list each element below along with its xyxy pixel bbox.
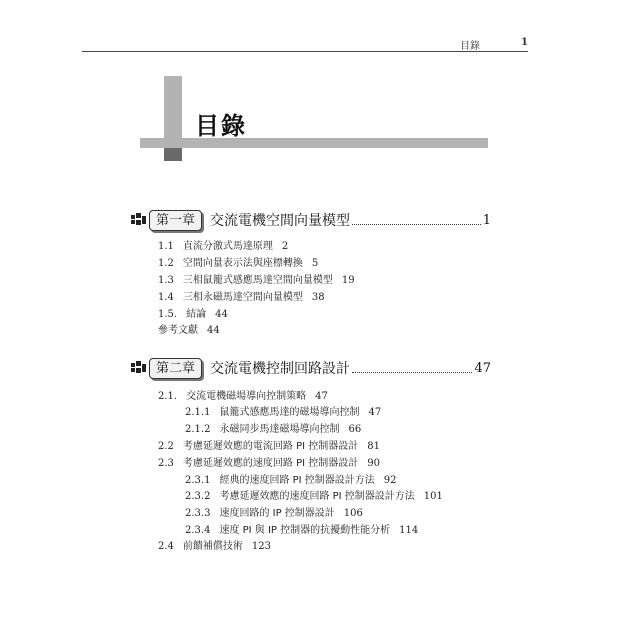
toc-entry[interactable] xyxy=(158,274,364,288)
entry-title: 交流電機磁場導向控制策略 xyxy=(186,391,307,402)
toc-entry[interactable] xyxy=(158,390,337,404)
entry-page: 44 xyxy=(207,325,220,336)
entry-page: 90 xyxy=(367,458,380,469)
toc-entry[interactable] xyxy=(158,540,280,554)
entry-number: 1.1 xyxy=(158,241,174,252)
entry-title: 永磁同步馬達磁場導向控制 xyxy=(219,424,340,435)
entry-title: 速度回路的 IP 控制器設計 xyxy=(219,508,335,519)
entry-title: 考慮延遲效應的速度回路 PI 控制器設計 xyxy=(182,458,359,469)
toc-entry[interactable] xyxy=(158,440,389,454)
entry-title: 前饋補償技術 xyxy=(182,541,243,552)
chapter-heading-2[interactable] xyxy=(131,357,491,379)
entry-number: 2.1.2 xyxy=(185,424,211,435)
entry-number: 2.4 xyxy=(158,541,174,552)
entry-number: 2.3.3 xyxy=(185,508,211,519)
chapter-bullet-icon xyxy=(131,361,147,375)
dot-leader xyxy=(352,224,481,225)
toc-entry[interactable] xyxy=(158,257,327,271)
entry-number: 1.3 xyxy=(158,275,174,286)
toc-entry[interactable] xyxy=(185,423,370,437)
entry-page: 92 xyxy=(383,475,397,486)
running-head-label: 目錄 xyxy=(460,41,480,52)
entry-page: 47 xyxy=(315,391,328,402)
entry-title: 速度 PI 與 IP 控制器的抗擾動性能分析 xyxy=(219,525,391,536)
toc-entry[interactable] xyxy=(158,291,334,305)
toc-entry[interactable] xyxy=(185,406,390,420)
chapter-page: 47 xyxy=(474,360,491,376)
title-decor-dark-block xyxy=(164,148,182,161)
entry-number: 1.4 xyxy=(158,292,174,303)
entry-page: 2 xyxy=(281,241,289,252)
entry-number: 2.3.4 xyxy=(185,525,211,536)
entry-title: 參考文獻 xyxy=(158,325,198,336)
entry-title: 經典的速度回路 PI 控制器設計方法 xyxy=(219,475,375,486)
entry-title: 考慮延遲效應的電流回路 PI 控制器設計 xyxy=(182,441,359,452)
toc-entry[interactable] xyxy=(185,490,452,504)
title-decor-horizontal-bar xyxy=(140,138,488,148)
running-head xyxy=(460,37,528,52)
entry-number: 2.3.1 xyxy=(185,475,211,486)
chapter-title: 交流電機控制回路設計 xyxy=(210,361,351,377)
toc-entry[interactable] xyxy=(158,240,297,254)
entry-title: 直流分激式馬達原理 xyxy=(182,241,273,252)
entry-page: 47 xyxy=(368,407,382,418)
entry-number: 2.1.1 xyxy=(185,407,211,418)
chapter-label: 第一章 xyxy=(149,210,202,231)
toc-entry[interactable] xyxy=(185,474,406,488)
entry-number: 2.1. xyxy=(158,391,178,402)
chapter-heading-1[interactable] xyxy=(131,209,491,231)
chapter-page: 1 xyxy=(482,212,491,228)
chapter-title: 交流電機空間向量模型 xyxy=(210,213,351,229)
toc-entry[interactable] xyxy=(158,457,389,471)
entry-page: 123 xyxy=(251,541,271,552)
entry-page: 101 xyxy=(423,491,443,502)
chapter-bullet-icon xyxy=(131,213,147,227)
entry-number: 2.3.2 xyxy=(185,491,211,502)
entry-title: 考慮延遲效應的速度回路 PI 控制器設計方法 xyxy=(219,491,415,502)
entry-number: 1.2 xyxy=(158,258,174,269)
entry-page: 44 xyxy=(215,309,228,320)
chapter-label: 第二章 xyxy=(149,358,202,379)
toc-entry[interactable] xyxy=(185,524,427,538)
page-title: 目錄 xyxy=(195,112,247,140)
entry-title: 空間向量表示法與座標轉換 xyxy=(182,258,303,269)
entry-number: 2.2 xyxy=(158,441,174,452)
entry-title: 三相鼠籠式感應馬達空間向量模型 xyxy=(182,275,333,286)
running-head-page: 1 xyxy=(521,37,528,48)
entry-number: 2.3 xyxy=(158,458,174,469)
entry-page: 81 xyxy=(367,441,380,452)
entry-page: 106 xyxy=(343,508,363,519)
dot-leader xyxy=(352,372,472,373)
toc-entry[interactable] xyxy=(158,308,237,322)
entry-title: 三相永磁馬達空間向量模型 xyxy=(182,292,303,303)
entry-page: 114 xyxy=(399,525,419,536)
entry-page: 5 xyxy=(311,258,319,269)
entry-page: 38 xyxy=(311,292,325,303)
toc-entry[interactable] xyxy=(185,507,372,521)
entry-title: 鼠籠式感應馬達的磁場導向控制 xyxy=(219,407,360,418)
entry-title: 結論 xyxy=(186,309,207,320)
entry-page: 66 xyxy=(348,424,362,435)
entry-number: 1.5. xyxy=(158,309,178,320)
toc-entry[interactable] xyxy=(158,324,229,338)
entry-page: 19 xyxy=(341,275,355,286)
